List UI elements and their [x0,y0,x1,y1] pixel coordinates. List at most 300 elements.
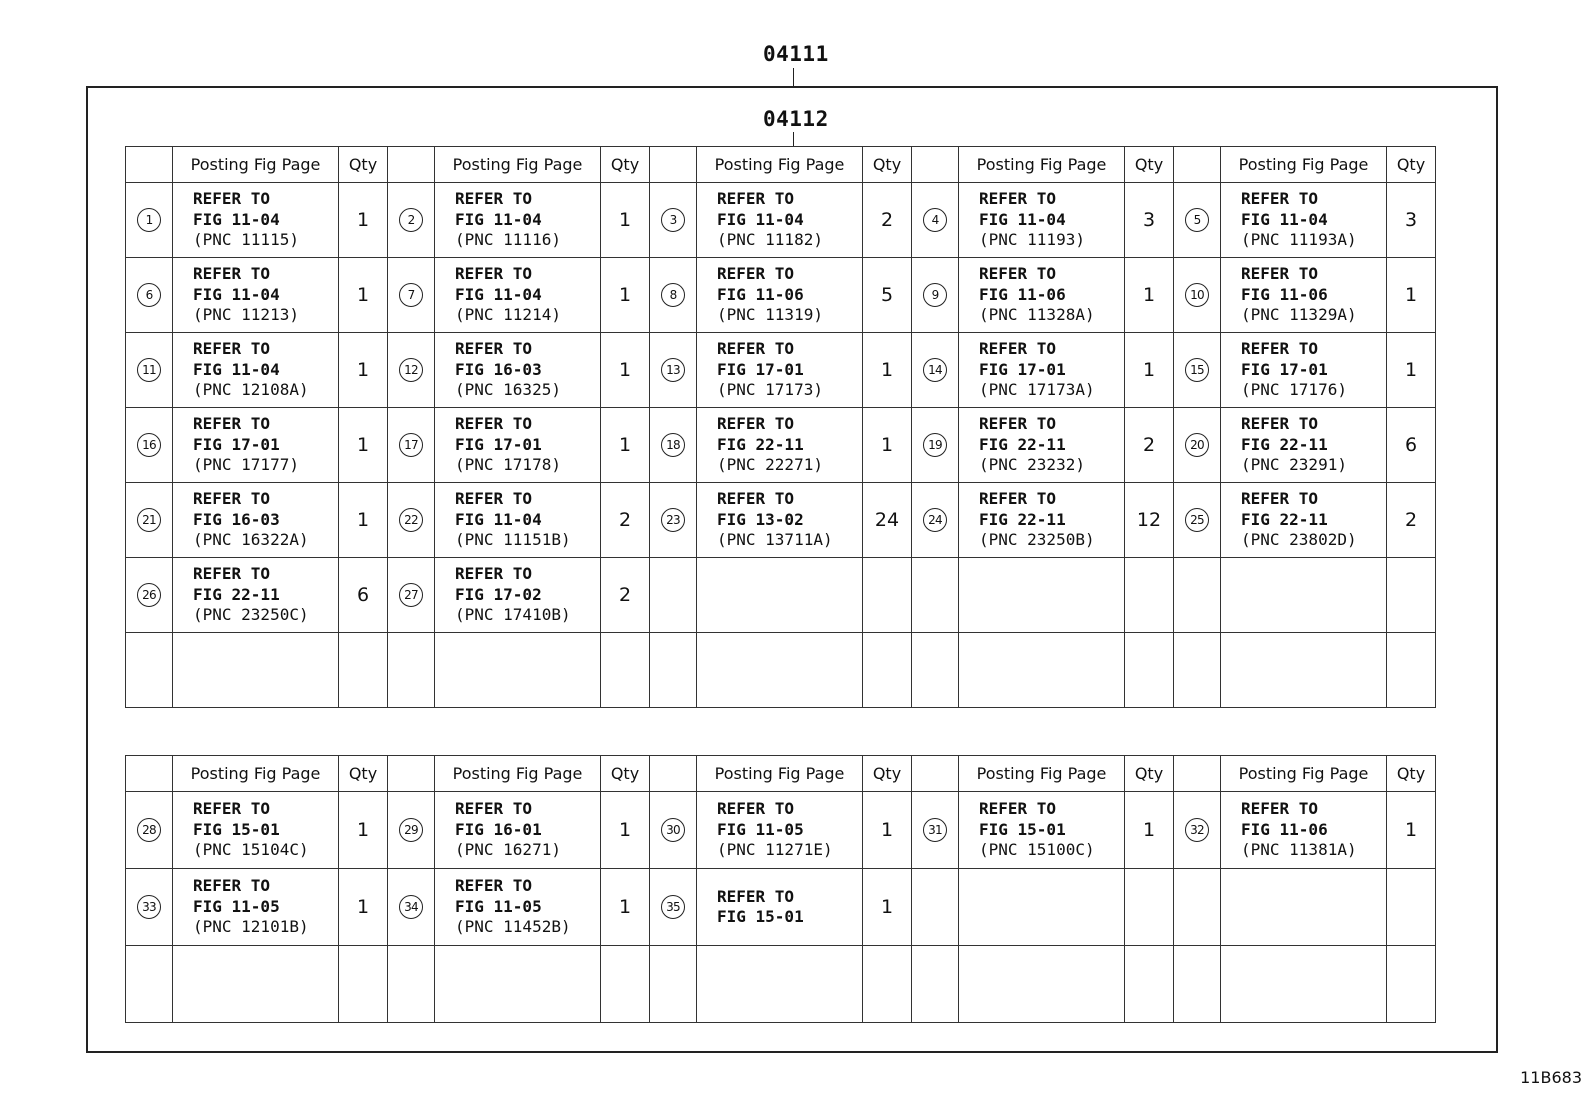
item-number-badge[interactable]: 26 [137,583,161,607]
header-blank-cell [388,147,435,183]
fig-reference-text[interactable]: FIG 11-04 [193,209,280,229]
header-qty: Qty [863,756,912,792]
pnc-text: (PNC 16325) [455,380,561,400]
qty-value: 1 [880,359,894,381]
refer-to-text: REFER TO [717,189,795,209]
item-number-badge[interactable]: 12 [399,358,423,382]
item-number-badge[interactable]: 22 [399,508,423,532]
pnc-text: (PNC 23250C) [193,605,309,625]
refer-to-text: REFER TO [717,414,795,434]
item-number-badge[interactable]: 24 [923,508,947,532]
item-number-cell [126,558,173,633]
fig-reference-text[interactable]: FIG 17-01 [1241,359,1328,379]
refer-to-text: REFER TO [1241,264,1319,284]
item-number-badge[interactable]: 1 [137,208,161,232]
fig-reference-text[interactable]: FIG 11-04 [717,209,804,229]
table-header-row [126,756,1436,792]
qty-value: 1 [356,509,370,531]
posting-fig-page-cell [697,183,863,258]
qty-value: 1 [618,434,632,456]
item-number-cell [126,333,173,408]
header-posting-fig-page: Posting Fig Page [697,756,863,792]
posting-fig-page-cell [697,869,863,946]
qty-value: 2 [1142,434,1156,456]
item-number-cell [650,633,697,708]
qty-cell [339,946,388,1023]
qty-value: 1 [1404,284,1418,306]
posting-fig-page-cell [1221,633,1387,708]
pnc-text: (PNC 11116) [455,230,561,250]
table-row [126,633,1436,708]
qty-cell [1387,408,1436,483]
item-number-badge[interactable]: 27 [399,583,423,607]
item-number-badge[interactable]: 21 [137,508,161,532]
item-number-badge[interactable]: 11 [137,358,161,382]
pnc-text: (PNC 11329A) [1241,305,1357,325]
refer-to-text: REFER TO [455,189,533,209]
header-blank-cell [1174,756,1221,792]
item-number-cell [912,333,959,408]
qty-value: 1 [1404,819,1418,841]
qty-cell [1387,258,1436,333]
qty-cell [601,408,650,483]
qty-cell [1387,633,1436,708]
header-blank-cell [650,756,697,792]
fig-reference-text[interactable]: FIG 15-01 [193,819,280,839]
assembly-label-04112: 04112 [763,107,829,131]
qty-value: 1 [1142,284,1156,306]
item-number-badge[interactable]: 34 [399,895,423,919]
qty-value: 6 [1404,434,1418,456]
item-number-cell [912,558,959,633]
item-number-cell [650,558,697,633]
qty-cell [1125,183,1174,258]
qty-value: 2 [618,509,632,531]
fig-reference-text[interactable]: FIG 11-06 [1241,819,1328,839]
qty-value: 24 [874,509,900,531]
item-number-badge[interactable]: 31 [923,818,947,842]
item-number-cell [388,558,435,633]
fig-reference-text[interactable]: FIG 22-11 [979,434,1066,454]
table-header-row [126,147,1436,183]
qty-value: 1 [618,359,632,381]
header-qty: Qty [863,147,912,183]
item-number-cell [1174,408,1221,483]
qty-cell [1387,869,1436,946]
posting-fig-page-cell [959,408,1125,483]
qty-cell [863,792,912,869]
item-number-cell [126,633,173,708]
fig-reference-text[interactable]: FIG 22-11 [1241,434,1328,454]
pnc-text: (PNC 15100C) [979,840,1095,860]
posting-fig-page-cell [959,183,1125,258]
fig-reference-text[interactable]: FIG 11-06 [717,284,804,304]
refer-to-text: REFER TO [193,799,271,819]
refer-to-text: REFER TO [193,189,271,209]
qty-cell [601,946,650,1023]
fig-reference-text[interactable]: FIG 22-11 [1241,509,1328,529]
fig-reference-text[interactable]: FIG 15-01 [979,819,1066,839]
item-number-cell [388,633,435,708]
header-qty: Qty [1125,147,1174,183]
pnc-text: (PNC 11214) [455,305,561,325]
qty-cell [863,183,912,258]
table-row [126,869,1436,946]
posting-fig-page-cell [959,558,1125,633]
header-posting-fig-page: Posting Fig Page [435,756,601,792]
posting-fig-page-cell [1221,869,1387,946]
posting-fig-page-cell [435,333,601,408]
item-number-cell [650,869,697,946]
item-number-badge[interactable]: 18 [661,433,685,457]
posting-fig-page-cell [959,633,1125,708]
qty-cell [339,483,388,558]
pnc-text: (PNC 22271) [717,455,823,475]
item-number-cell [1174,946,1221,1023]
posting-fig-page-cell [435,558,601,633]
item-number-cell [912,792,959,869]
posting-fig-page-cell [959,869,1125,946]
pnc-text: (PNC 23232) [979,455,1085,475]
item-number-cell [126,792,173,869]
refer-to-text: REFER TO [455,876,533,896]
item-number-cell [388,483,435,558]
qty-value: 1 [1142,359,1156,381]
fig-reference-text[interactable]: FIG 22-11 [979,509,1066,529]
item-number-cell [1174,483,1221,558]
pnc-text: (PNC 17173A) [979,380,1095,400]
item-number-cell [388,183,435,258]
qty-cell [1387,946,1436,1023]
posting-fig-page-cell [697,946,863,1023]
header-posting-fig-page: Posting Fig Page [1221,756,1387,792]
fig-reference-text[interactable]: FIG 11-04 [193,359,280,379]
posting-fig-page-cell [959,946,1125,1023]
refer-to-text: REFER TO [979,414,1057,434]
qty-cell [601,633,650,708]
fig-reference-text[interactable]: FIG 11-06 [979,284,1066,304]
pnc-text: (PNC 17178) [455,455,561,475]
posting-fig-page-cell [173,258,339,333]
item-number-cell [650,792,697,869]
qty-cell [601,483,650,558]
qty-cell [1125,483,1174,558]
item-number-cell [1174,792,1221,869]
table-row [126,946,1436,1023]
table-row [126,483,1436,558]
item-number-badge[interactable]: 32 [1185,818,1209,842]
item-number-badge[interactable]: 7 [399,283,423,307]
refer-to-text: REFER TO [1241,489,1319,509]
pnc-text: (PNC 17177) [193,455,299,475]
item-number-badge[interactable]: 35 [661,895,685,919]
pnc-text: (PNC 17410B) [455,605,571,625]
header-qty: Qty [601,756,650,792]
qty-cell [863,946,912,1023]
pnc-text: (PNC 17173) [717,380,823,400]
item-number-badge[interactable]: 16 [137,433,161,457]
figure-code: 11B683 [1520,1068,1582,1087]
refer-to-text: REFER TO [455,264,533,284]
qty-cell [1387,558,1436,633]
posting-fig-page-cell [1221,408,1387,483]
item-number-cell [912,633,959,708]
qty-value: 1 [880,819,894,841]
posting-fig-page-cell [173,183,339,258]
item-number-cell [912,408,959,483]
pnc-text: (PNC 11381A) [1241,840,1357,860]
refer-to-text: REFER TO [717,339,795,359]
qty-cell [863,333,912,408]
pnc-text: (PNC 11213) [193,305,299,325]
fig-reference-text[interactable]: FIG 17-01 [717,359,804,379]
refer-to-text: REFER TO [193,489,271,509]
qty-cell [601,258,650,333]
qty-value: 3 [1404,209,1418,231]
qty-cell [1387,333,1436,408]
refer-to-text: REFER TO [979,489,1057,509]
item-number-badge[interactable]: 6 [137,283,161,307]
header-blank-cell [650,147,697,183]
header-posting-fig-page: Posting Fig Page [173,147,339,183]
fig-reference-text[interactable]: FIG 22-11 [193,584,280,604]
posting-fig-page-cell [959,483,1125,558]
item-number-badge[interactable]: 9 [923,283,947,307]
posting-fig-page-cell [697,258,863,333]
fig-reference-text[interactable]: FIG 11-04 [455,509,542,529]
pnc-text: (PNC 12101B) [193,917,309,937]
fig-reference-text[interactable]: FIG 11-06 [1241,284,1328,304]
fig-reference-text[interactable]: FIG 17-02 [455,584,542,604]
item-number-badge[interactable]: 33 [137,895,161,919]
item-number-cell [912,946,959,1023]
refer-to-text: REFER TO [979,339,1057,359]
qty-cell [1387,183,1436,258]
qty-value: 1 [618,896,632,918]
item-number-cell [650,333,697,408]
posting-fig-page-cell [173,869,339,946]
item-number-badge[interactable]: 4 [923,208,947,232]
qty-cell [1125,408,1174,483]
item-number-badge[interactable]: 17 [399,433,423,457]
header-qty: Qty [601,147,650,183]
qty-cell [339,408,388,483]
pnc-text: (PNC 11151B) [455,530,571,550]
refer-to-text: REFER TO [455,489,533,509]
posting-fig-page-cell [697,633,863,708]
fig-reference-text[interactable]: FIG 11-04 [1241,209,1328,229]
assembly-label-04111: 04111 [763,42,829,66]
qty-cell [1125,333,1174,408]
posting-fig-page-cell [1221,483,1387,558]
header-posting-fig-page: Posting Fig Page [959,147,1125,183]
refer-to-text: REFER TO [455,414,533,434]
posting-fig-page-cell [435,258,601,333]
posting-fig-page-cell [697,333,863,408]
item-number-badge[interactable]: 28 [137,818,161,842]
refer-to-text: REFER TO [717,489,795,509]
item-number-cell [388,792,435,869]
header-posting-fig-page: Posting Fig Page [959,756,1125,792]
pnc-text: (PNC 11193A) [1241,230,1357,250]
posting-fig-page-cell [697,408,863,483]
qty-cell [339,258,388,333]
item-number-cell [1174,183,1221,258]
qty-cell [863,258,912,333]
qty-cell [863,558,912,633]
item-number-cell [1174,633,1221,708]
fig-reference-text[interactable]: FIG 15-01 [717,907,804,926]
fig-reference-text[interactable]: FIG 17-01 [193,434,280,454]
pnc-text: (PNC 11319) [717,305,823,325]
qty-value: 1 [618,819,632,841]
item-number-cell [650,183,697,258]
header-qty: Qty [1387,756,1436,792]
item-number-cell [126,408,173,483]
qty-value: 1 [880,896,894,918]
fig-reference-text[interactable]: FIG 16-03 [193,509,280,529]
item-number-cell [912,869,959,946]
qty-cell [1125,792,1174,869]
pnc-text: (PNC 23802D) [1241,530,1357,550]
qty-cell [1125,946,1174,1023]
qty-cell [601,333,650,408]
qty-cell [863,408,912,483]
item-number-badge[interactable]: 3 [661,208,685,232]
table-row [126,792,1436,869]
item-number-badge[interactable]: 19 [923,433,947,457]
item-number-cell [650,408,697,483]
posting-fig-page-cell [435,408,601,483]
posting-fig-page-cell [697,558,863,633]
qty-cell [863,633,912,708]
fig-reference-text[interactable]: FIG 11-04 [979,209,1066,229]
item-number-cell [650,483,697,558]
fig-reference-text[interactable]: FIG 16-03 [455,359,542,379]
pnc-text: (PNC 12108A) [193,380,309,400]
item-number-badge[interactable]: 10 [1185,283,1209,307]
item-number-badge[interactable]: 25 [1185,508,1209,532]
fig-reference-text[interactable]: FIG 11-05 [193,896,280,916]
qty-cell [1125,558,1174,633]
qty-value: 1 [1142,819,1156,841]
refer-to-text: REFER TO [455,564,533,584]
posting-fig-page-cell [1221,333,1387,408]
posting-fig-page-cell [435,792,601,869]
refer-to-text: REFER TO [979,264,1057,284]
table-row [126,408,1436,483]
header-blank-cell [1174,147,1221,183]
pnc-text: (PNC 11193) [979,230,1085,250]
header-posting-fig-page: Posting Fig Page [435,147,601,183]
item-number-badge[interactable]: 29 [399,818,423,842]
item-number-badge[interactable]: 20 [1185,433,1209,457]
posting-fig-page-cell [1221,946,1387,1023]
qty-cell [339,633,388,708]
item-number-cell [388,258,435,333]
qty-value: 1 [356,359,370,381]
qty-cell [863,869,912,946]
refer-to-text: REFER TO [1241,799,1319,819]
qty-value: 1 [618,284,632,306]
fig-reference-text[interactable]: FIG 22-11 [717,434,804,454]
fig-reference-text[interactable]: FIG 11-05 [455,896,542,916]
pnc-text: (PNC 11115) [193,230,299,250]
header-posting-fig-page: Posting Fig Page [697,147,863,183]
refer-to-text: REFER TO [979,799,1057,819]
posting-fig-page-cell [959,258,1125,333]
item-number-badge[interactable]: 8 [661,283,685,307]
item-number-cell [126,258,173,333]
item-number-badge[interactable]: 2 [399,208,423,232]
posting-fig-page-cell [959,333,1125,408]
header-posting-fig-page: Posting Fig Page [173,756,339,792]
header-posting-fig-page: Posting Fig Page [1221,147,1387,183]
posting-fig-page-cell [435,483,601,558]
refer-to-text: REFER TO [1241,414,1319,434]
qty-cell [1125,633,1174,708]
item-number-badge[interactable]: 23 [661,508,685,532]
posting-fig-page-cell [959,792,1125,869]
fig-reference-text[interactable]: FIG 17-01 [979,359,1066,379]
item-number-badge[interactable]: 30 [661,818,685,842]
refer-to-text: REFER TO [193,414,271,434]
item-number-cell [126,183,173,258]
item-number-cell [126,946,173,1023]
item-number-badge[interactable]: 13 [661,358,685,382]
item-number-cell [912,483,959,558]
refer-to-text: REFER TO [1241,339,1319,359]
qty-value: 2 [880,209,894,231]
qty-value: 2 [1404,509,1418,531]
fig-reference-text[interactable]: FIG 16-01 [455,819,542,839]
item-number-cell [388,869,435,946]
posting-fig-page-cell [173,792,339,869]
posting-fig-page-cell [173,333,339,408]
fig-reference-text[interactable]: FIG 11-04 [455,209,542,229]
qty-cell [1387,483,1436,558]
qty-cell [1387,792,1436,869]
fig-reference-text[interactable]: FIG 17-01 [455,434,542,454]
item-number-badge[interactable]: 15 [1185,358,1209,382]
header-blank-cell [126,756,173,792]
table-row [126,183,1436,258]
fig-reference-text[interactable]: FIG 11-05 [717,819,804,839]
fig-reference-text[interactable]: FIG 11-04 [455,284,542,304]
pnc-text: (PNC 13711A) [717,530,833,550]
fig-reference-text[interactable]: FIG 13-02 [717,509,804,529]
qty-value: 1 [1404,359,1418,381]
qty-value: 1 [880,434,894,456]
refer-to-text: REFER TO [979,189,1057,209]
qty-cell [339,792,388,869]
qty-value: 1 [356,434,370,456]
pnc-text: (PNC 16322A) [193,530,309,550]
qty-value: 5 [880,284,894,306]
item-number-badge[interactable]: 5 [1185,208,1209,232]
table-row [126,558,1436,633]
qty-value: 1 [356,896,370,918]
posting-fig-page-cell [435,869,601,946]
item-number-badge[interactable]: 14 [923,358,947,382]
item-number-cell [650,946,697,1023]
qty-value: 12 [1136,509,1162,531]
qty-value: 6 [356,584,370,606]
fig-reference-text[interactable]: FIG 11-04 [193,284,280,304]
item-number-cell [388,946,435,1023]
posting-fig-page-cell [697,483,863,558]
qty-value: 2 [618,584,632,606]
